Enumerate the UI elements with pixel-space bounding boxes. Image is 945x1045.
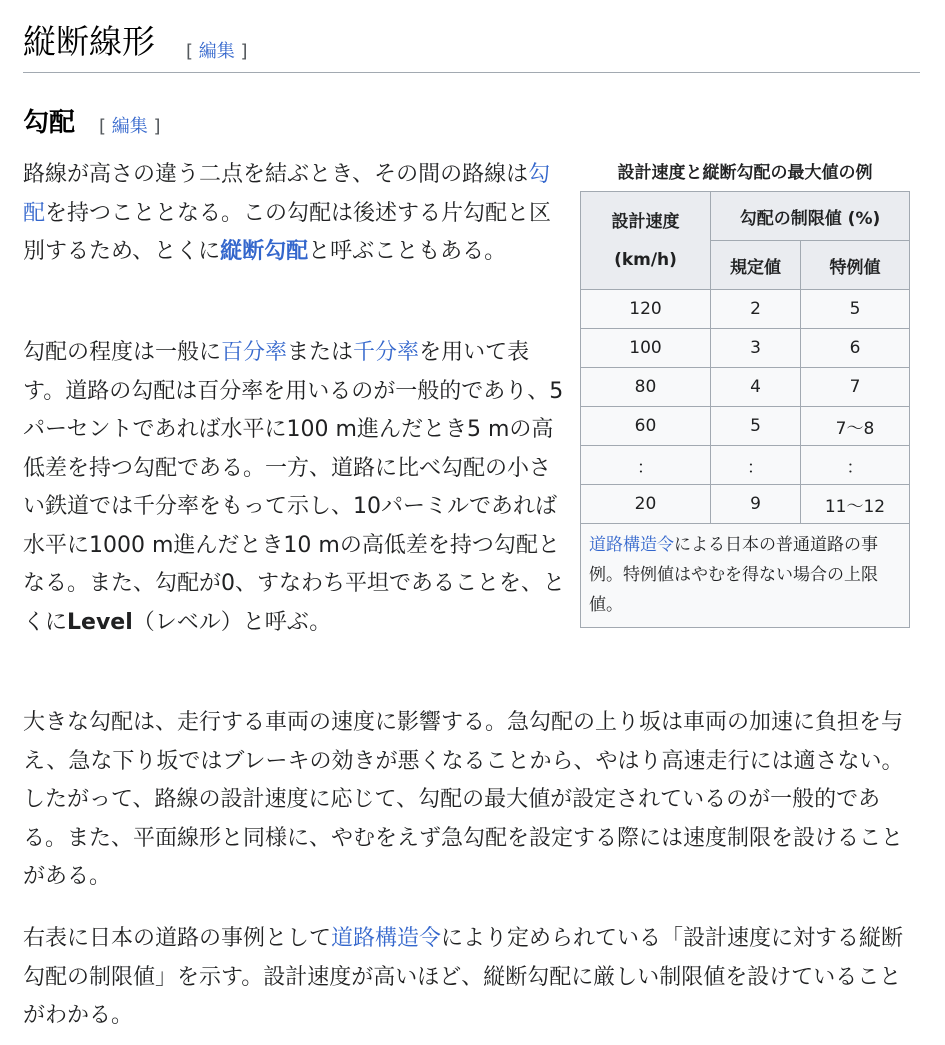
cell-standard: 5 [711, 407, 801, 446]
link-road-structure-ordinance[interactable]: 道路構造令 [331, 926, 442, 951]
table-row [581, 446, 910, 485]
cell-standard: 4 [711, 368, 801, 407]
text: （レベル）と呼ぶ。 [132, 609, 332, 635]
cell-special: ： [801, 446, 910, 485]
subsection-edit-link [99, 112, 161, 138]
cell-speed: ： [581, 446, 711, 485]
cell-standard: ： [711, 446, 801, 485]
cell-special: 5 [801, 290, 910, 329]
section-title: 縦断線形 [23, 22, 155, 61]
paragraph-2 [23, 334, 571, 642]
table-row [581, 290, 910, 329]
text: 右表に日本の道路の事例として [23, 926, 332, 951]
cell-speed: 60 [581, 407, 711, 446]
text: 勾配の程度は一般に [23, 340, 222, 365]
table-row [581, 485, 910, 524]
table-row [581, 368, 910, 407]
cell-special: 11〜12 [801, 485, 910, 524]
cell-speed: 120 [581, 290, 711, 329]
section-edit-button[interactable]: 編集 [198, 41, 235, 62]
edit-bracket-open: [ [186, 41, 194, 62]
cell-standard: 9 [711, 485, 801, 524]
text: と呼ぶこともある。 [308, 239, 507, 264]
cell-special: 7 [801, 368, 910, 407]
edit-bracket-close: ] [153, 116, 161, 137]
subsection-edit-button[interactable]: 編集 [111, 116, 148, 137]
text: を用いて表す。道路の勾配は百分率を用いるのが一般的であり、5パーセントであれば水平に100 m進んだとき5 mの高低差を持つ勾配である。一方、道路に比べ勾配の小さい鉄道では千分率をもって示し、10パーミルであれば水平に1000 m進んだとき10 mの高低差を持つ勾配となる。また、勾配が0、すなわち平坦であることを、とくに [23, 340, 565, 635]
bold-text: Level [67, 609, 133, 635]
header-special-value: 特例値 [801, 241, 910, 290]
paragraph-4 [23, 920, 920, 1036]
cell-speed: 100 [581, 329, 711, 368]
edit-bracket-open: [ [99, 116, 107, 137]
subsection-title: 勾配 [23, 108, 76, 138]
table-row [581, 329, 910, 368]
header-design-speed [581, 192, 711, 290]
gradient-table-container [580, 158, 910, 628]
header-text: 設計速度 [611, 211, 680, 232]
header-standard-value: 規定値 [711, 241, 801, 290]
text: により定められている「設計速度に対する縦断勾配の制限値」を示す。設計速度が高いほど、縦断勾配に厳しい制限値を設けていることがわかる。 [23, 926, 904, 1028]
note-text: による日本の普通道路の事例。特例値はやむを得ない場合の上限値。 [589, 535, 878, 615]
paragraph-1 [23, 156, 563, 272]
link-percentage[interactable]: 百分率 [221, 340, 288, 365]
link-permille[interactable]: 千分率 [353, 340, 420, 365]
header-text: (km/h) [614, 249, 677, 270]
cell-speed: 80 [581, 368, 711, 407]
gradient-table [580, 191, 910, 524]
table-caption: 設計速度と縦断勾配の最大値の例 [617, 163, 873, 183]
link-gradient[interactable]: 勾配 [23, 162, 551, 226]
text: または [287, 340, 354, 365]
paragraph-3: 大きな勾配は、走行する車両の速度に影響する。急勾配の上り坂は車両の加速に負担を与え、急な下り坂ではブレーキの効きが悪くなることから、やはり高速走行には適さない。したがって、路線の設計速度に応じて、勾配の最大値が設定されているのが一般的である。また、平面線形と同様に、やむをえず急勾配を設定する際には速度制限を設けることがある。 [23, 710, 904, 889]
cell-special: 7〜8 [801, 407, 910, 446]
table-row [581, 407, 910, 446]
section-heading [23, 18, 920, 73]
text: 路線が高さの違う二点を結ぶとき、その間の路線は [23, 162, 529, 187]
header-gradient-limit: 勾配の制限値 (%) [711, 192, 910, 241]
cell-special: 6 [801, 329, 910, 368]
link-vertical-gradient[interactable] [220, 239, 308, 264]
cell-standard: 3 [711, 329, 801, 368]
table-note [580, 524, 910, 628]
cell-standard: 2 [711, 290, 801, 329]
cell-speed: 20 [581, 485, 711, 524]
section-edit-link [186, 37, 248, 63]
bold-text: 縦断勾配 [220, 239, 309, 264]
edit-bracket-close: ] [240, 41, 248, 62]
text: を持つこととなる。この勾配は後述する片勾配と区別するため、とくに [23, 200, 552, 264]
note-link-road-structure-ordinance[interactable]: 道路構造令 [589, 535, 674, 555]
